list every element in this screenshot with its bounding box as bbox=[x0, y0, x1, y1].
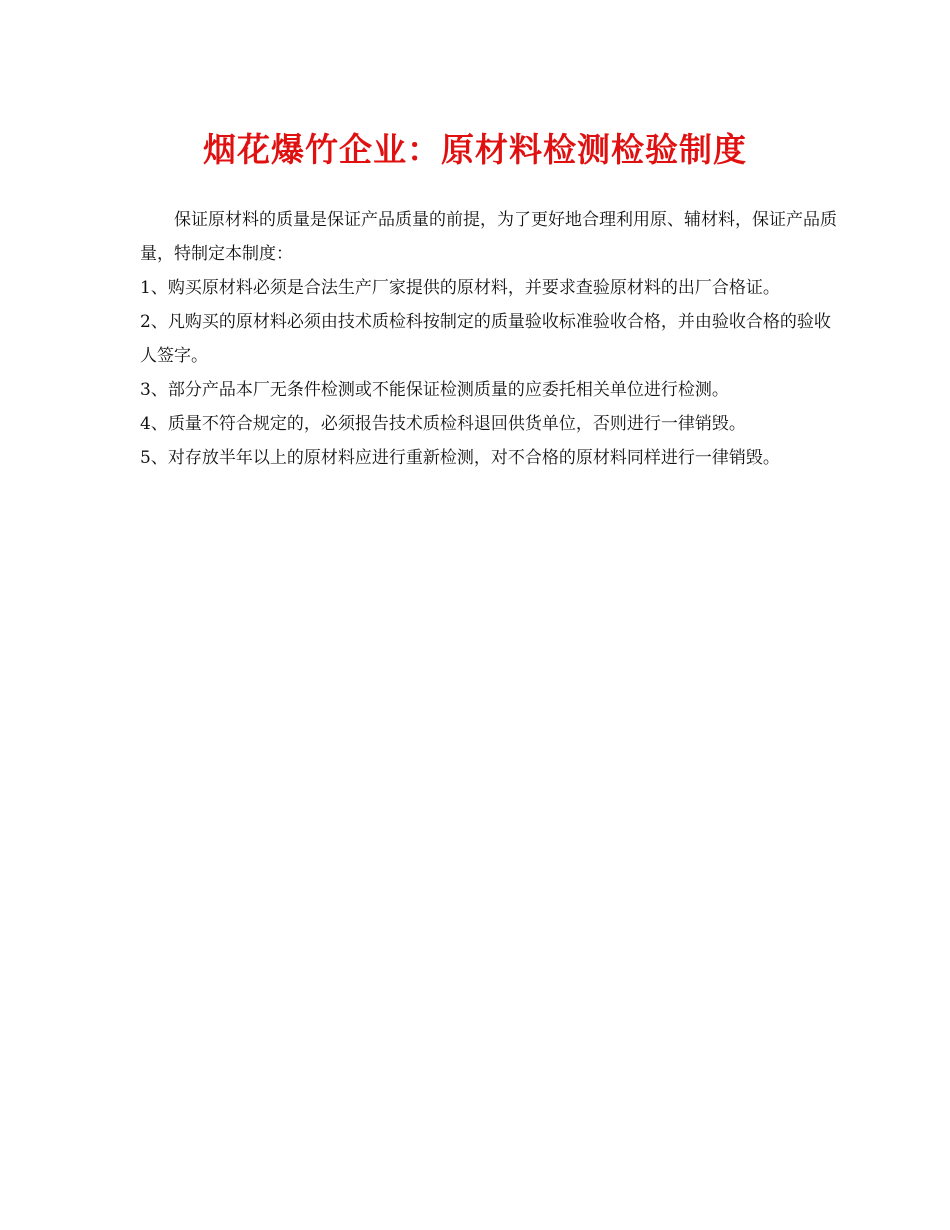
rule-item-2: 2、凡购买的原材料必须由技术质检科按制定的质量验收标准验收合格，并由验收合格的验收人签字。 bbox=[140, 312, 831, 366]
rule-item-1: 1、购买原材料必须是合法生产厂家提供的原材料，并要求查验原材料的出厂合格证。 bbox=[140, 278, 780, 298]
document-body bbox=[140, 203, 840, 475]
document-title: 烟花爆竹企业：原材料检测检验制度 bbox=[203, 130, 747, 169]
rule-item-5: 5、对存放半年以上的原材料应进行重新检测，对不合格的原材料同样进行一律销毁。 bbox=[140, 448, 780, 468]
rule-item-4: 4、质量不符合规定的，必须报告技术质检科退回供货单位，否则进行一律销毁。 bbox=[140, 414, 746, 434]
rule-item-3: 3、部分产品本厂无条件检测或不能保证检测质量的应委托相关单位进行检测。 bbox=[140, 380, 729, 400]
intro-paragraph: 保证原材料的质量是保证产品质量的前提，为了更好地合理利用原、辅材料，保证产品质量，特制定本制度： bbox=[140, 210, 837, 264]
